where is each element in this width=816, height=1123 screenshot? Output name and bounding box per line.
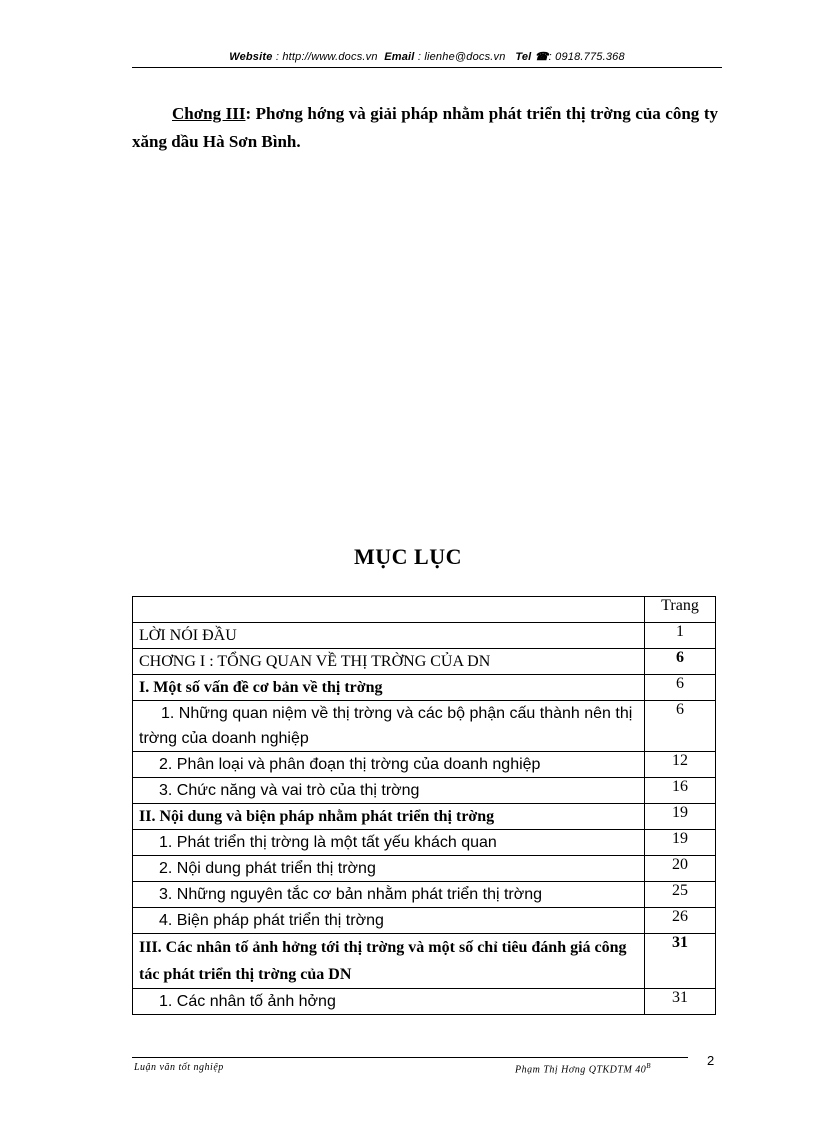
intro-paragraph xyxy=(132,100,718,156)
toc-entry-page: 6 xyxy=(645,701,716,752)
toc-entry-title: CHƠNG I : TỔNG QUAN VỀ THỊ TRỜNG CỦA DN xyxy=(133,649,645,675)
toc-row xyxy=(133,989,716,1015)
toc-entry-title: 3. Những nguyên tắc cơ bản nhằm phát triển thị trờng xyxy=(133,882,645,908)
tel-label: Tel xyxy=(515,51,532,63)
toc-header-blank xyxy=(133,597,645,623)
toc-entry-page: 31 xyxy=(645,934,716,989)
footer-author: Phạm Thị Hơng QTKDTM 40 xyxy=(515,1064,647,1076)
toc-entry-title: 2. Phân loại và phân đoạn thị trờng của doanh nghiệp xyxy=(133,752,645,778)
toc-entry-page: 1 xyxy=(645,623,716,649)
toc-row xyxy=(133,752,716,778)
toc-entry-title: 4. Biện pháp phát triển thị trờng xyxy=(133,908,645,934)
toc-entry-title: I. Một số vấn đề cơ bản về thị trờng xyxy=(133,675,645,701)
toc-entry-page: 12 xyxy=(645,752,716,778)
page-number: 2 xyxy=(707,1053,715,1068)
toc-title: MỤC LỤC xyxy=(354,544,462,569)
toc-row xyxy=(133,934,716,989)
toc-header-row xyxy=(133,597,716,623)
toc-entry-title: 2. Nội dung phát triển thị trờng xyxy=(133,856,645,882)
toc-entry-page: 20 xyxy=(645,856,716,882)
email-label: Email xyxy=(384,51,415,63)
toc-entry-page: 6 xyxy=(645,649,716,675)
toc-entry-page: 26 xyxy=(645,908,716,934)
toc-row xyxy=(133,675,716,701)
chapter-label: Chơng III xyxy=(172,104,246,123)
footer-superscript: B xyxy=(646,1062,652,1070)
footer-left: Luận văn tốt nghiệp xyxy=(134,1062,224,1073)
intro-text: : Phơng hớng và giải pháp nhằm phát triển thị trờng của công ty xăng dầu Hà Sơn Bình. xyxy=(132,104,718,151)
page-header xyxy=(132,50,722,63)
toc-entry-title: 3. Chức năng và vai trò của thị trờng xyxy=(133,778,645,804)
toc-entry-title: III. Các nhân tố ảnh hởng tới thị trờng và một số chỉ tiêu đánh giá công tác phát triển thị trờng của DN xyxy=(133,934,645,989)
footer-divider xyxy=(132,1057,688,1058)
toc-row xyxy=(133,908,716,934)
toc-entry-title: 1. Phát triển thị trờng là một tất yếu khách quan xyxy=(133,830,645,856)
toc-row xyxy=(133,701,716,752)
toc-entry-title: 1. Các nhân tố ảnh hởng xyxy=(133,989,645,1015)
toc-row xyxy=(133,623,716,649)
toc-entry-title: 1. Những quan niệm về thị trờng và các bộ phận cấu thành nên thị trờng của doanh nghiệp xyxy=(133,701,645,752)
toc-entry-page: 6 xyxy=(645,675,716,701)
toc-row xyxy=(133,882,716,908)
header-divider xyxy=(132,67,722,68)
website-label: Website xyxy=(229,51,273,63)
toc-entry-page: 16 xyxy=(645,778,716,804)
toc-entry-title: II. Nội dung và biện pháp nhằm phát triển thị trờng xyxy=(133,804,645,830)
toc-row xyxy=(133,649,716,675)
toc-entry-title: LỜI NÓI ĐẦU xyxy=(133,623,645,649)
toc-row xyxy=(133,830,716,856)
toc-entry-page: 19 xyxy=(645,830,716,856)
toc-row xyxy=(133,856,716,882)
footer-right xyxy=(515,1062,651,1075)
email-value: : lienhe@docs.vn xyxy=(417,51,506,63)
toc-table xyxy=(132,596,716,1015)
phone-icon: ☎ xyxy=(534,51,549,63)
toc-entry-page: 31 xyxy=(645,989,716,1015)
toc-row xyxy=(133,804,716,830)
toc-row xyxy=(133,778,716,804)
toc-entry-page: 25 xyxy=(645,882,716,908)
website-value: : http://www.docs.vn xyxy=(275,51,378,63)
tel-value: : 0918.775.368 xyxy=(548,51,625,63)
toc-page-header: Trang xyxy=(645,597,716,623)
toc-entry-page: 19 xyxy=(645,804,716,830)
